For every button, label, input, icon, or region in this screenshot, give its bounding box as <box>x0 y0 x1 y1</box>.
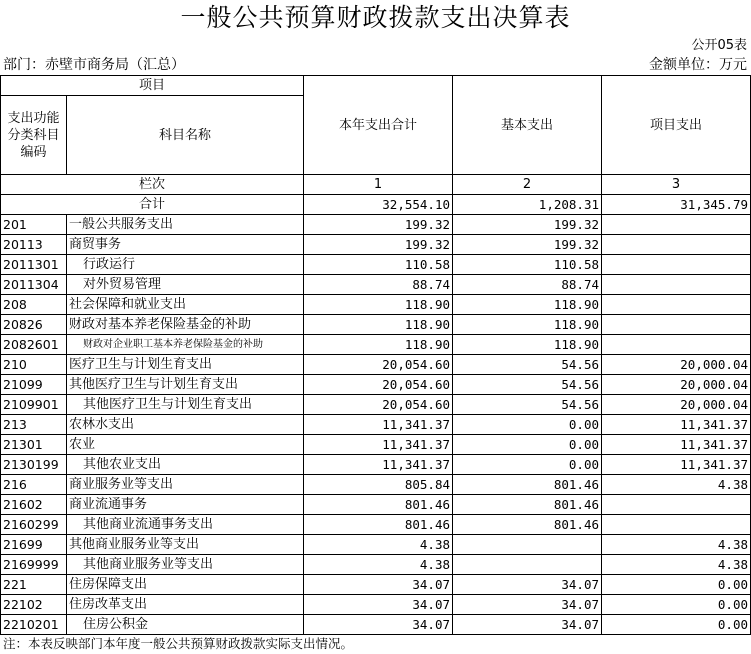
table-row <box>1 575 751 595</box>
basic-amount: 801.46 <box>453 515 602 535</box>
subject-name: 社会保障和就业支出 <box>67 295 304 315</box>
basic-amount: 88.74 <box>453 275 602 295</box>
subject-name: 住房保障支出 <box>67 575 304 595</box>
project-amount <box>602 295 751 315</box>
table-row <box>1 275 751 295</box>
table-row <box>1 315 751 335</box>
basic-amount: 34.07 <box>453 615 602 635</box>
basic-amount: 118.90 <box>453 295 602 315</box>
subject-code: 2109901 <box>1 395 67 415</box>
project-amount: 20,000.04 <box>602 395 751 415</box>
total-amount: 34.07 <box>304 595 453 615</box>
total-row <box>1 195 751 215</box>
subject-code: 2210201 <box>1 615 67 635</box>
table-row <box>1 215 751 235</box>
subject-code: 21699 <box>1 535 67 555</box>
total-amount: 118.90 <box>304 335 453 355</box>
subject-name: 住房改革支出 <box>67 595 304 615</box>
basic-amount: 199.32 <box>453 235 602 255</box>
header-project: 项目支出 <box>602 76 751 175</box>
subject-name: 其他农业支出 <box>67 455 304 475</box>
table-row <box>1 555 751 575</box>
subject-name: 商业服务业等支出 <box>67 475 304 495</box>
basic-amount: 54.56 <box>453 395 602 415</box>
basic-amount: 0.00 <box>453 415 602 435</box>
total-amount: 20,054.60 <box>304 395 453 415</box>
department-label: 部门：赤壁市商务局（汇总） <box>3 57 185 73</box>
lanci-label: 栏次 <box>1 175 304 195</box>
table-row <box>1 395 751 415</box>
total-amount: 4.38 <box>304 535 453 555</box>
basic-amount: 34.07 <box>453 575 602 595</box>
total-amount: 110.58 <box>304 255 453 275</box>
subject-name: 其他商业服务业等支出 <box>67 535 304 555</box>
project-amount <box>602 275 751 295</box>
basic-amount: 118.90 <box>453 315 602 335</box>
table-row <box>1 435 751 455</box>
subject-name: 行政运行 <box>67 255 304 275</box>
table-row <box>1 255 751 275</box>
basic-amount <box>453 555 602 575</box>
subject-code: 2011304 <box>1 275 67 295</box>
subject-code: 2130199 <box>1 455 67 475</box>
subject-name: 商业流通事务 <box>67 495 304 515</box>
table-row <box>1 475 751 495</box>
total-amount: 34.07 <box>304 575 453 595</box>
total-amount: 34.07 <box>304 615 453 635</box>
subject-name: 其他商业服务业等支出 <box>67 555 304 575</box>
total-amount: 20,054.60 <box>304 375 453 395</box>
total-amount: 88.74 <box>304 275 453 295</box>
project-amount: 0.00 <box>602 595 751 615</box>
total-amount: 199.32 <box>304 215 453 235</box>
subject-name: 商贸事务 <box>67 235 304 255</box>
table-row <box>1 295 751 315</box>
table-row <box>1 415 751 435</box>
project-amount <box>602 235 751 255</box>
subject-code: 221 <box>1 575 67 595</box>
subject-code: 208 <box>1 295 67 315</box>
subject-name: 医疗卫生与计划生育支出 <box>67 355 304 375</box>
project-amount <box>602 335 751 355</box>
col-number-3: 3 <box>602 175 751 195</box>
basic-amount: 0.00 <box>453 435 602 455</box>
subject-code: 22102 <box>1 595 67 615</box>
header-total: 本年支出合计 <box>304 76 453 175</box>
basic-amount: 801.46 <box>453 495 602 515</box>
basic-amount: 54.56 <box>453 375 602 395</box>
project-amount: 4.38 <box>602 555 751 575</box>
subject-name: 住房公积金 <box>67 615 304 635</box>
basic-amount: 0.00 <box>453 455 602 475</box>
col-number-1: 1 <box>304 175 453 195</box>
project-amount: 0.00 <box>602 615 751 635</box>
subject-code: 21099 <box>1 375 67 395</box>
basic-amount: 34.07 <box>453 595 602 615</box>
basic-amount: 199.32 <box>453 215 602 235</box>
total-amount: 11,341.37 <box>304 435 453 455</box>
table-row <box>1 355 751 375</box>
project-amount: 11,341.37 <box>602 435 751 455</box>
basic-amount <box>453 535 602 555</box>
subject-name: 财政对基本养老保险基金的补助 <box>67 315 304 335</box>
total-amount: 801.46 <box>304 515 453 535</box>
project-amount: 11,341.37 <box>602 415 751 435</box>
subject-code: 20113 <box>1 235 67 255</box>
total-amount: 20,054.60 <box>304 355 453 375</box>
subject-code: 2169999 <box>1 555 67 575</box>
subject-code: 21602 <box>1 495 67 515</box>
report-title: 一般公共预算财政拨款支出决算表 <box>180 3 571 32</box>
total-amount: 118.90 <box>304 295 453 315</box>
subject-name: 财政对企业职工基本养老保险基金的补助 <box>67 335 304 355</box>
total-amount: 805.84 <box>304 475 453 495</box>
subject-code: 2011301 <box>1 255 67 275</box>
table-row <box>1 375 751 395</box>
total-amount: 801.46 <box>304 495 453 515</box>
col-number-2: 2 <box>453 175 602 195</box>
basic-amount: 801.46 <box>453 475 602 495</box>
table-row <box>1 615 751 635</box>
table-row <box>1 595 751 615</box>
project-amount: 4.38 <box>602 475 751 495</box>
project-amount <box>602 515 751 535</box>
total-amount: 199.32 <box>304 235 453 255</box>
subject-code: 210 <box>1 355 67 375</box>
header-item: 项目 <box>1 76 304 96</box>
subject-code: 216 <box>1 475 67 495</box>
table-row <box>1 335 751 355</box>
header-basic: 基本支出 <box>453 76 602 175</box>
subject-code: 2082601 <box>1 335 67 355</box>
subject-name: 其他商业流通事务支出 <box>67 515 304 535</box>
subject-code: 21301 <box>1 435 67 455</box>
table-note: 注：本表反映部门本年度一般公共预算财政拨款实际支出情况。 <box>3 636 354 651</box>
subject-code: 201 <box>1 215 67 235</box>
total-amount: 4.38 <box>304 555 453 575</box>
table-row <box>1 515 751 535</box>
header-name: 科目名称 <box>67 96 304 175</box>
amount-unit-label: 金额单位：万元 <box>649 57 747 73</box>
project-amount: 11,341.37 <box>602 455 751 475</box>
project-amount <box>602 255 751 275</box>
project-amount: 20,000.04 <box>602 375 751 395</box>
basic-amount: 54.56 <box>453 355 602 375</box>
total-label: 合计 <box>1 195 304 215</box>
header-code: 支出功能分类科目编码 <box>1 96 67 175</box>
table-row <box>1 455 751 475</box>
total-amount: 11,341.37 <box>304 455 453 475</box>
table-row <box>1 235 751 255</box>
subject-name: 其他医疗卫生与计划生育支出 <box>67 375 304 395</box>
subject-code: 20826 <box>1 315 67 335</box>
table-row <box>1 495 751 515</box>
total-amount: 11,341.37 <box>304 415 453 435</box>
subject-code: 213 <box>1 415 67 435</box>
project-amount <box>602 315 751 335</box>
subject-name: 农业 <box>67 435 304 455</box>
subject-name: 其他医疗卫生与计划生育支出 <box>67 395 304 415</box>
project-amount: 4.38 <box>602 535 751 555</box>
form-number: 公开05表 <box>691 38 747 53</box>
project-amount <box>602 215 751 235</box>
total-amount: 32,554.10 <box>304 195 453 215</box>
table-row <box>1 535 751 555</box>
basic-amount: 110.58 <box>453 255 602 275</box>
expenditure-table <box>0 75 751 635</box>
subject-name: 一般公共服务支出 <box>67 215 304 235</box>
total-project: 31,345.79 <box>602 195 751 215</box>
project-amount: 0.00 <box>602 575 751 595</box>
total-amount: 118.90 <box>304 315 453 335</box>
subject-name: 对外贸易管理 <box>67 275 304 295</box>
subject-code: 2160299 <box>1 515 67 535</box>
total-basic: 1,208.31 <box>453 195 602 215</box>
subject-name: 农林水支出 <box>67 415 304 435</box>
project-amount <box>602 495 751 515</box>
basic-amount: 118.90 <box>453 335 602 355</box>
project-amount: 20,000.04 <box>602 355 751 375</box>
